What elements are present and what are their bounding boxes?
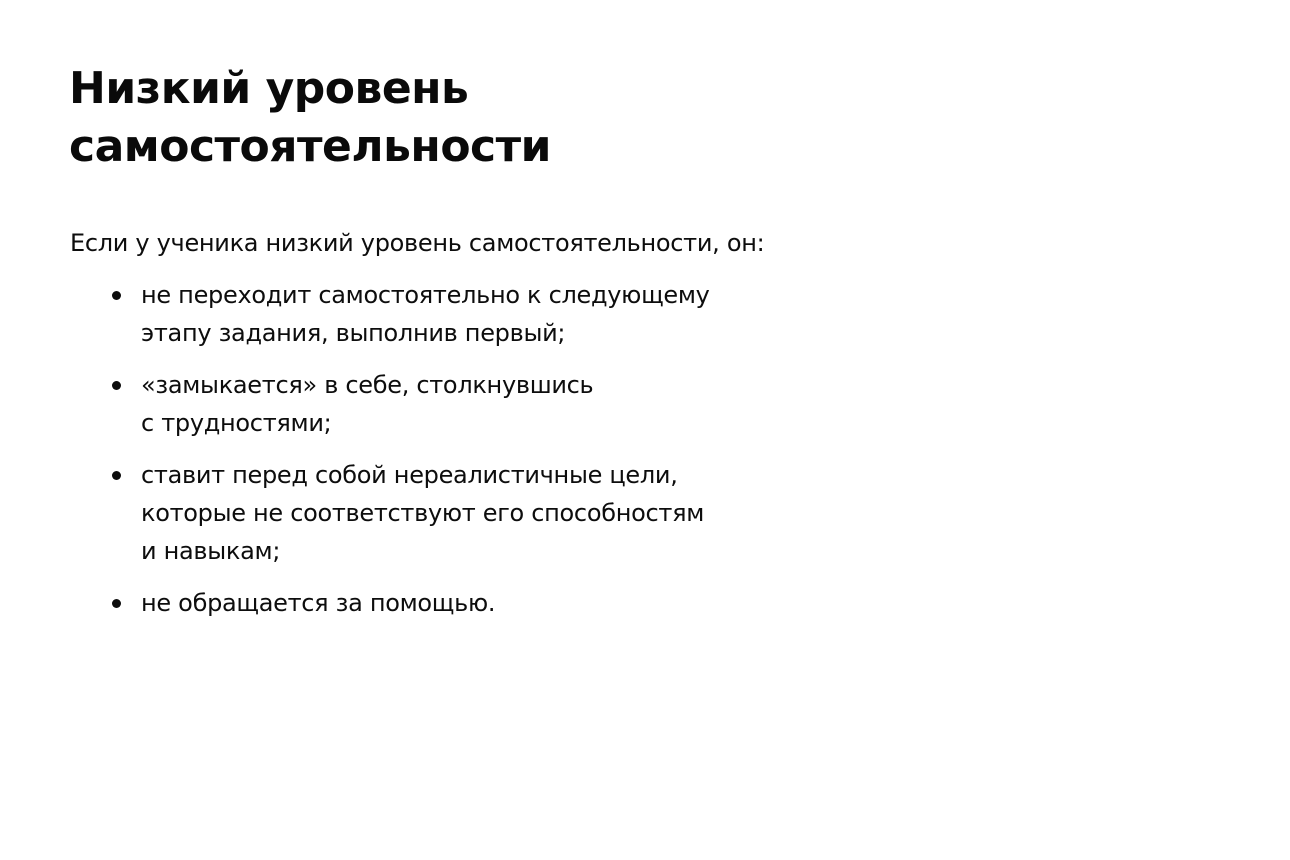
list-item (110, 276, 870, 352)
bullet-icon (112, 471, 121, 480)
bullet-icon (112, 291, 121, 300)
list-item-line: «замыкается» в себе, столкнувшись (141, 371, 594, 399)
bullet-icon (112, 381, 121, 390)
list-item-text (141, 584, 870, 622)
bullet-icon (112, 599, 121, 608)
title-line: Низкий уровень (69, 63, 469, 114)
bullet-list (110, 276, 870, 636)
page-title (69, 60, 969, 176)
list-item-line: которые не соответствуют его способностям (141, 499, 705, 527)
list-item-line: ставит перед собой нереалистичные цели, (141, 461, 678, 489)
list-item-text (141, 456, 870, 570)
list-item-line: не обращается за помощью. (141, 589, 496, 617)
list-item (110, 456, 870, 570)
list-item-line: не переходит самостоятельно к следующему (141, 281, 710, 309)
list-item (110, 584, 870, 622)
list-item-text (141, 276, 870, 352)
list-item-line: и навыкам; (141, 537, 281, 565)
list-item-line: с трудностями; (141, 409, 332, 437)
list-item-text (141, 366, 870, 442)
list-item (110, 366, 870, 442)
title-line: самостоятельности (69, 121, 551, 172)
intro-text: Если у ученика низкий уровень самостоятельности, он: (70, 229, 765, 257)
list-item-line: этапу задания, выполнив первый; (141, 319, 566, 347)
